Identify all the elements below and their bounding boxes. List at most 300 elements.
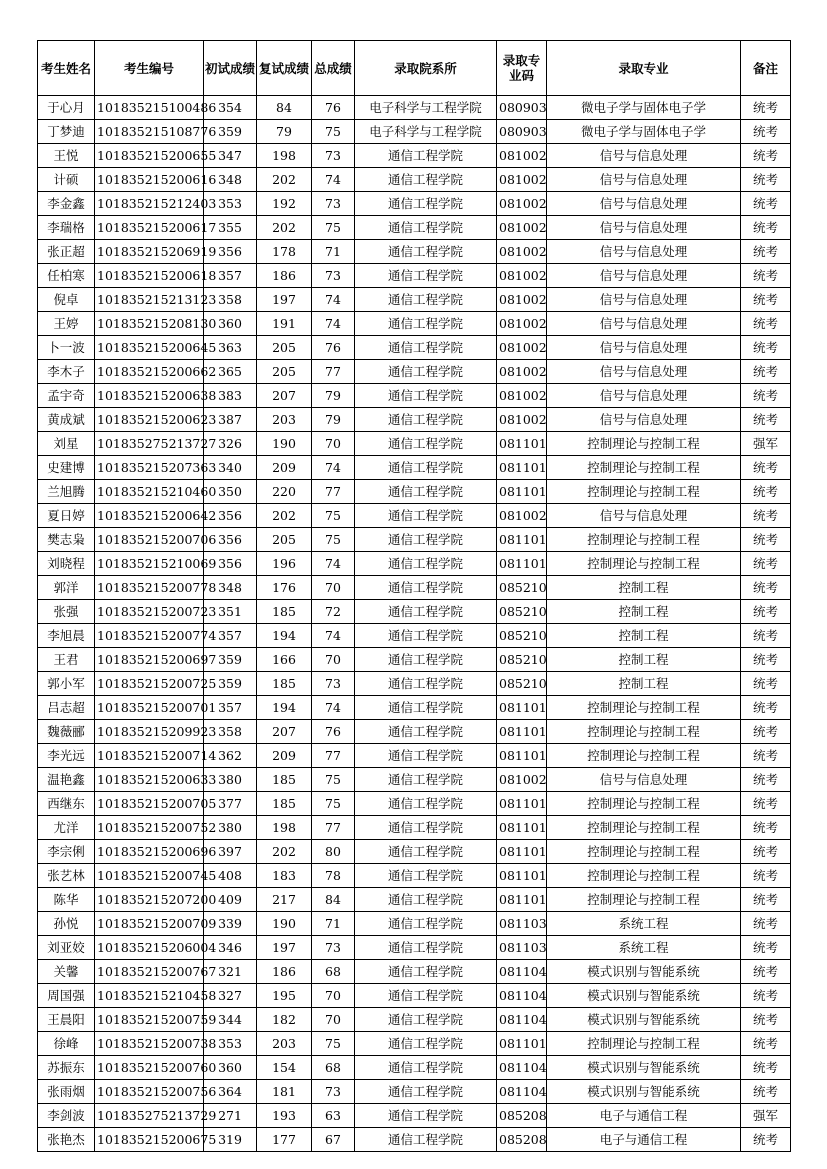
cell-initial-score: 358 [204, 720, 257, 744]
cell-major: 信号与信息处理 [547, 384, 741, 408]
cell-major-code: 085210 [497, 648, 547, 672]
cell-initial-score: 357 [204, 696, 257, 720]
cell-school: 通信工程学院 [355, 192, 497, 216]
cell-major: 模式识别与智能系统 [547, 1008, 741, 1032]
admission-table [37, 40, 791, 1152]
cell-note: 强军 [741, 1104, 791, 1128]
cell-major: 信号与信息处理 [547, 768, 741, 792]
cell-id: 101835215200662 [95, 360, 204, 384]
cell-major-code: 081104 [497, 1008, 547, 1032]
cell-id: 101835215200725 [95, 672, 204, 696]
cell-note: 统考 [741, 1056, 791, 1080]
cell-name: 兰旭腾 [38, 480, 95, 504]
cell-name: 夏日婷 [38, 504, 95, 528]
cell-school: 通信工程学院 [355, 864, 497, 888]
cell-name: 王晨阳 [38, 1008, 95, 1032]
cell-major-code: 085210 [497, 576, 547, 600]
cell-total-score: 77 [312, 360, 355, 384]
cell-id: 101835215208130 [95, 312, 204, 336]
cell-retest-score: 198 [257, 816, 312, 840]
cell-total-score: 79 [312, 384, 355, 408]
cell-major: 信号与信息处理 [547, 408, 741, 432]
cell-major-code: 081002 [497, 240, 547, 264]
cell-note: 统考 [741, 1128, 791, 1152]
cell-id: 101835215200738 [95, 1032, 204, 1056]
cell-total-score: 73 [312, 144, 355, 168]
cell-id: 101835215200774 [95, 624, 204, 648]
header-id: 考生编号 [95, 41, 204, 96]
cell-note: 统考 [741, 792, 791, 816]
cell-major-code: 081002 [497, 216, 547, 240]
cell-initial-score: 360 [204, 312, 257, 336]
cell-initial-score: 339 [204, 912, 257, 936]
cell-school: 通信工程学院 [355, 792, 497, 816]
cell-name: 李光远 [38, 744, 95, 768]
cell-total-score: 70 [312, 984, 355, 1008]
header-school: 录取院系所 [355, 41, 497, 96]
cell-initial-score: 326 [204, 432, 257, 456]
cell-major-code: 081103 [497, 936, 547, 960]
cell-id: 101835215200696 [95, 840, 204, 864]
cell-note: 统考 [741, 216, 791, 240]
cell-retest-score: 185 [257, 600, 312, 624]
cell-school: 通信工程学院 [355, 624, 497, 648]
cell-name: 张艺林 [38, 864, 95, 888]
cell-major: 系统工程 [547, 936, 741, 960]
table-row [38, 576, 791, 600]
cell-note: 统考 [741, 648, 791, 672]
cell-major-code: 081002 [497, 288, 547, 312]
cell-note: 统考 [741, 960, 791, 984]
cell-initial-score: 380 [204, 816, 257, 840]
cell-initial-score: 362 [204, 744, 257, 768]
cell-major: 控制理论与控制工程 [547, 432, 741, 456]
cell-retest-score: 190 [257, 912, 312, 936]
cell-major: 系统工程 [547, 912, 741, 936]
cell-initial-score: 358 [204, 288, 257, 312]
table-row [38, 696, 791, 720]
cell-major-code: 081104 [497, 960, 547, 984]
cell-retest-score: 84 [257, 96, 312, 120]
cell-retest-score: 193 [257, 1104, 312, 1128]
cell-retest-score: 202 [257, 504, 312, 528]
cell-id: 101835275213727 [95, 432, 204, 456]
cell-retest-score: 192 [257, 192, 312, 216]
table-row [38, 192, 791, 216]
cell-major-code: 085208 [497, 1128, 547, 1152]
cell-major-code: 081101 [497, 792, 547, 816]
header-name: 考生姓名 [38, 41, 95, 96]
cell-school: 通信工程学院 [355, 1080, 497, 1104]
cell-initial-score: 357 [204, 264, 257, 288]
cell-major-code: 081101 [497, 744, 547, 768]
cell-school: 通信工程学院 [355, 528, 497, 552]
cell-initial-score: 348 [204, 576, 257, 600]
cell-id: 101835215100486 [95, 96, 204, 120]
cell-major: 信号与信息处理 [547, 504, 741, 528]
cell-school: 通信工程学院 [355, 216, 497, 240]
cell-major: 控制理论与控制工程 [547, 720, 741, 744]
cell-name: 郭小军 [38, 672, 95, 696]
cell-note: 统考 [741, 984, 791, 1008]
cell-school: 电子科学与工程学院 [355, 120, 497, 144]
cell-major-code: 085210 [497, 624, 547, 648]
cell-school: 通信工程学院 [355, 576, 497, 600]
cell-major-code: 081104 [497, 984, 547, 1008]
table-row [38, 600, 791, 624]
cell-id: 101835215200697 [95, 648, 204, 672]
cell-retest-score: 205 [257, 336, 312, 360]
cell-name: 孙悦 [38, 912, 95, 936]
cell-major-code: 081002 [497, 264, 547, 288]
cell-retest-score: 185 [257, 768, 312, 792]
cell-note: 统考 [741, 1080, 791, 1104]
cell-note: 统考 [741, 624, 791, 648]
cell-note: 统考 [741, 96, 791, 120]
header-retest-score: 复试成绩 [257, 41, 312, 96]
cell-school: 通信工程学院 [355, 840, 497, 864]
cell-initial-score: 408 [204, 864, 257, 888]
cell-note: 统考 [741, 240, 791, 264]
cell-note: 统考 [741, 504, 791, 528]
cell-total-score: 75 [312, 792, 355, 816]
cell-total-score: 74 [312, 288, 355, 312]
cell-school: 通信工程学院 [355, 936, 497, 960]
cell-id: 101835215200709 [95, 912, 204, 936]
cell-major: 信号与信息处理 [547, 216, 741, 240]
cell-note: 统考 [741, 192, 791, 216]
cell-total-score: 73 [312, 264, 355, 288]
cell-retest-score: 185 [257, 672, 312, 696]
cell-initial-score: 356 [204, 528, 257, 552]
cell-id: 101835275213729 [95, 1104, 204, 1128]
cell-school: 通信工程学院 [355, 696, 497, 720]
cell-note: 统考 [741, 840, 791, 864]
cell-major: 模式识别与智能系统 [547, 1056, 741, 1080]
cell-total-score: 76 [312, 336, 355, 360]
cell-total-score: 77 [312, 816, 355, 840]
cell-total-score: 70 [312, 432, 355, 456]
cell-retest-score: 202 [257, 216, 312, 240]
cell-retest-score: 166 [257, 648, 312, 672]
cell-retest-score: 205 [257, 360, 312, 384]
table-row [38, 672, 791, 696]
cell-school: 通信工程学院 [355, 648, 497, 672]
table-row [38, 912, 791, 936]
cell-total-score: 74 [312, 624, 355, 648]
table-row [38, 504, 791, 528]
cell-name: 张雨烟 [38, 1080, 95, 1104]
cell-total-score: 74 [312, 696, 355, 720]
cell-school: 通信工程学院 [355, 1008, 497, 1032]
cell-note: 强军 [741, 432, 791, 456]
cell-total-score: 75 [312, 504, 355, 528]
cell-name: 张正超 [38, 240, 95, 264]
table-row [38, 744, 791, 768]
cell-major: 微电子学与固体电子学 [547, 120, 741, 144]
cell-total-score: 75 [312, 216, 355, 240]
cell-retest-score: 176 [257, 576, 312, 600]
cell-id: 101835215200760 [95, 1056, 204, 1080]
cell-major-code: 081101 [497, 456, 547, 480]
table-row [38, 624, 791, 648]
cell-id: 101835215200706 [95, 528, 204, 552]
cell-major-code: 081002 [497, 768, 547, 792]
table-row [38, 888, 791, 912]
cell-major-code: 085210 [497, 600, 547, 624]
cell-school: 通信工程学院 [355, 264, 497, 288]
cell-major: 控制理论与控制工程 [547, 456, 741, 480]
cell-retest-score: 217 [257, 888, 312, 912]
cell-school: 电子科学与工程学院 [355, 96, 497, 120]
cell-total-score: 78 [312, 864, 355, 888]
cell-name: 王君 [38, 648, 95, 672]
cell-initial-score: 344 [204, 1008, 257, 1032]
cell-school: 通信工程学院 [355, 456, 497, 480]
cell-note: 统考 [741, 456, 791, 480]
cell-major: 电子与通信工程 [547, 1104, 741, 1128]
cell-major-code: 081002 [497, 384, 547, 408]
cell-major: 控制理论与控制工程 [547, 480, 741, 504]
table-row [38, 864, 791, 888]
table-row [38, 384, 791, 408]
cell-initial-score: 319 [204, 1128, 257, 1152]
cell-retest-score: 190 [257, 432, 312, 456]
table-row [38, 936, 791, 960]
cell-name: 李金鑫 [38, 192, 95, 216]
cell-major-code: 081101 [497, 840, 547, 864]
table-row [38, 960, 791, 984]
table-row [38, 480, 791, 504]
cell-id: 101835215209923 [95, 720, 204, 744]
cell-total-score: 75 [312, 1032, 355, 1056]
cell-name: 王悦 [38, 144, 95, 168]
cell-note: 统考 [741, 720, 791, 744]
cell-initial-score: 346 [204, 936, 257, 960]
header-total-score: 总成绩 [312, 41, 355, 96]
cell-school: 通信工程学院 [355, 288, 497, 312]
cell-retest-score: 181 [257, 1080, 312, 1104]
cell-retest-score: 202 [257, 168, 312, 192]
cell-initial-score: 351 [204, 600, 257, 624]
cell-name: 温艳鑫 [38, 768, 95, 792]
cell-major-code: 080903 [497, 120, 547, 144]
cell-name: 李宗俐 [38, 840, 95, 864]
cell-retest-score: 183 [257, 864, 312, 888]
cell-total-score: 70 [312, 1008, 355, 1032]
cell-retest-score: 178 [257, 240, 312, 264]
table-row [38, 552, 791, 576]
cell-name: 吕志超 [38, 696, 95, 720]
table-row [38, 432, 791, 456]
table-row [38, 1104, 791, 1128]
cell-note: 统考 [741, 936, 791, 960]
cell-retest-score: 186 [257, 960, 312, 984]
cell-initial-score: 321 [204, 960, 257, 984]
cell-major: 信号与信息处理 [547, 288, 741, 312]
cell-name: 孟宇奇 [38, 384, 95, 408]
cell-retest-score: 209 [257, 456, 312, 480]
cell-major-code: 081002 [497, 360, 547, 384]
cell-retest-score: 220 [257, 480, 312, 504]
cell-total-score: 75 [312, 528, 355, 552]
cell-note: 统考 [741, 888, 791, 912]
cell-major: 微电子学与固体电子学 [547, 96, 741, 120]
table-body [38, 96, 791, 1152]
cell-id: 101835215200623 [95, 408, 204, 432]
cell-total-score: 74 [312, 552, 355, 576]
cell-name: 李剑波 [38, 1104, 95, 1128]
cell-major: 信号与信息处理 [547, 264, 741, 288]
cell-note: 统考 [741, 144, 791, 168]
cell-major: 控制理论与控制工程 [547, 1032, 741, 1056]
table-row [38, 456, 791, 480]
cell-id: 101835215206004 [95, 936, 204, 960]
table-row [38, 1056, 791, 1080]
cell-school: 通信工程学院 [355, 312, 497, 336]
cell-total-score: 74 [312, 456, 355, 480]
cell-total-score: 74 [312, 168, 355, 192]
cell-retest-score: 197 [257, 288, 312, 312]
table-row [38, 528, 791, 552]
cell-school: 通信工程学院 [355, 504, 497, 528]
cell-id: 101835215200745 [95, 864, 204, 888]
cell-retest-score: 196 [257, 552, 312, 576]
cell-id: 101835215200759 [95, 1008, 204, 1032]
cell-name: 李瑞格 [38, 216, 95, 240]
table-row [38, 312, 791, 336]
cell-major: 控制工程 [547, 624, 741, 648]
cell-major: 控制工程 [547, 600, 741, 624]
header-row [38, 41, 791, 96]
cell-initial-score: 356 [204, 240, 257, 264]
cell-school: 通信工程学院 [355, 144, 497, 168]
cell-initial-score: 340 [204, 456, 257, 480]
table-row [38, 120, 791, 144]
cell-school: 通信工程学院 [355, 816, 497, 840]
cell-major-code: 081002 [497, 168, 547, 192]
cell-school: 通信工程学院 [355, 336, 497, 360]
cell-id: 101835215200705 [95, 792, 204, 816]
cell-school: 通信工程学院 [355, 672, 497, 696]
cell-initial-score: 359 [204, 648, 257, 672]
cell-initial-score: 359 [204, 672, 257, 696]
cell-note: 统考 [741, 816, 791, 840]
cell-total-score: 73 [312, 192, 355, 216]
cell-total-score: 80 [312, 840, 355, 864]
cell-total-score: 68 [312, 1056, 355, 1080]
cell-school: 通信工程学院 [355, 240, 497, 264]
cell-total-score: 76 [312, 720, 355, 744]
table-row [38, 360, 791, 384]
cell-total-score: 63 [312, 1104, 355, 1128]
cell-id: 101835215200616 [95, 168, 204, 192]
cell-id: 101835215200645 [95, 336, 204, 360]
cell-id: 101835215200638 [95, 384, 204, 408]
table-row [38, 1008, 791, 1032]
cell-major-code: 081103 [497, 912, 547, 936]
cell-note: 统考 [741, 312, 791, 336]
cell-initial-score: 387 [204, 408, 257, 432]
cell-total-score: 79 [312, 408, 355, 432]
cell-note: 统考 [741, 336, 791, 360]
cell-note: 统考 [741, 384, 791, 408]
cell-major-code: 081101 [497, 1032, 547, 1056]
table-row [38, 216, 791, 240]
cell-major-code: 081101 [497, 864, 547, 888]
cell-initial-score: 380 [204, 768, 257, 792]
cell-name: 郭洋 [38, 576, 95, 600]
cell-school: 通信工程学院 [355, 984, 497, 1008]
cell-name: 关馨 [38, 960, 95, 984]
cell-name: 魏薇郦 [38, 720, 95, 744]
cell-retest-score: 197 [257, 936, 312, 960]
cell-initial-score: 377 [204, 792, 257, 816]
cell-major: 信号与信息处理 [547, 144, 741, 168]
cell-name: 任柏寒 [38, 264, 95, 288]
cell-id: 101835215210460 [95, 480, 204, 504]
cell-school: 通信工程学院 [355, 552, 497, 576]
cell-id: 101835215213123 [95, 288, 204, 312]
cell-name: 李旭晨 [38, 624, 95, 648]
cell-retest-score: 209 [257, 744, 312, 768]
cell-retest-score: 194 [257, 624, 312, 648]
cell-note: 统考 [741, 552, 791, 576]
cell-initial-score: 364 [204, 1080, 257, 1104]
cell-retest-score: 185 [257, 792, 312, 816]
cell-major: 模式识别与智能系统 [547, 1080, 741, 1104]
table-row [38, 648, 791, 672]
cell-major: 信号与信息处理 [547, 336, 741, 360]
cell-total-score: 73 [312, 936, 355, 960]
cell-initial-score: 360 [204, 1056, 257, 1080]
cell-total-score: 70 [312, 576, 355, 600]
cell-note: 统考 [741, 768, 791, 792]
cell-retest-score: 198 [257, 144, 312, 168]
cell-retest-score: 207 [257, 384, 312, 408]
cell-major-code: 081002 [497, 312, 547, 336]
cell-id: 101835215207363 [95, 456, 204, 480]
cell-school: 通信工程学院 [355, 960, 497, 984]
cell-initial-score: 350 [204, 480, 257, 504]
table-row [38, 288, 791, 312]
header-major: 录取专业 [547, 41, 741, 96]
cell-school: 通信工程学院 [355, 480, 497, 504]
cell-retest-score: 79 [257, 120, 312, 144]
cell-school: 通信工程学院 [355, 1128, 497, 1152]
cell-school: 通信工程学院 [355, 1104, 497, 1128]
cell-id: 101835215200714 [95, 744, 204, 768]
cell-school: 通信工程学院 [355, 744, 497, 768]
cell-major-code: 081101 [497, 480, 547, 504]
cell-retest-score: 177 [257, 1128, 312, 1152]
cell-major-code: 081101 [497, 696, 547, 720]
cell-note: 统考 [741, 1032, 791, 1056]
cell-id: 101835215200618 [95, 264, 204, 288]
header-major-code: 录取专业码 [497, 41, 547, 96]
table-row [38, 144, 791, 168]
cell-major: 控制理论与控制工程 [547, 744, 741, 768]
cell-id: 101835215200778 [95, 576, 204, 600]
cell-school: 通信工程学院 [355, 408, 497, 432]
cell-school: 通信工程学院 [355, 384, 497, 408]
header-note: 备注 [741, 41, 791, 96]
cell-name: 刘星 [38, 432, 95, 456]
cell-id: 101835215200767 [95, 960, 204, 984]
cell-note: 统考 [741, 600, 791, 624]
cell-initial-score: 356 [204, 552, 257, 576]
cell-major-code: 081101 [497, 816, 547, 840]
